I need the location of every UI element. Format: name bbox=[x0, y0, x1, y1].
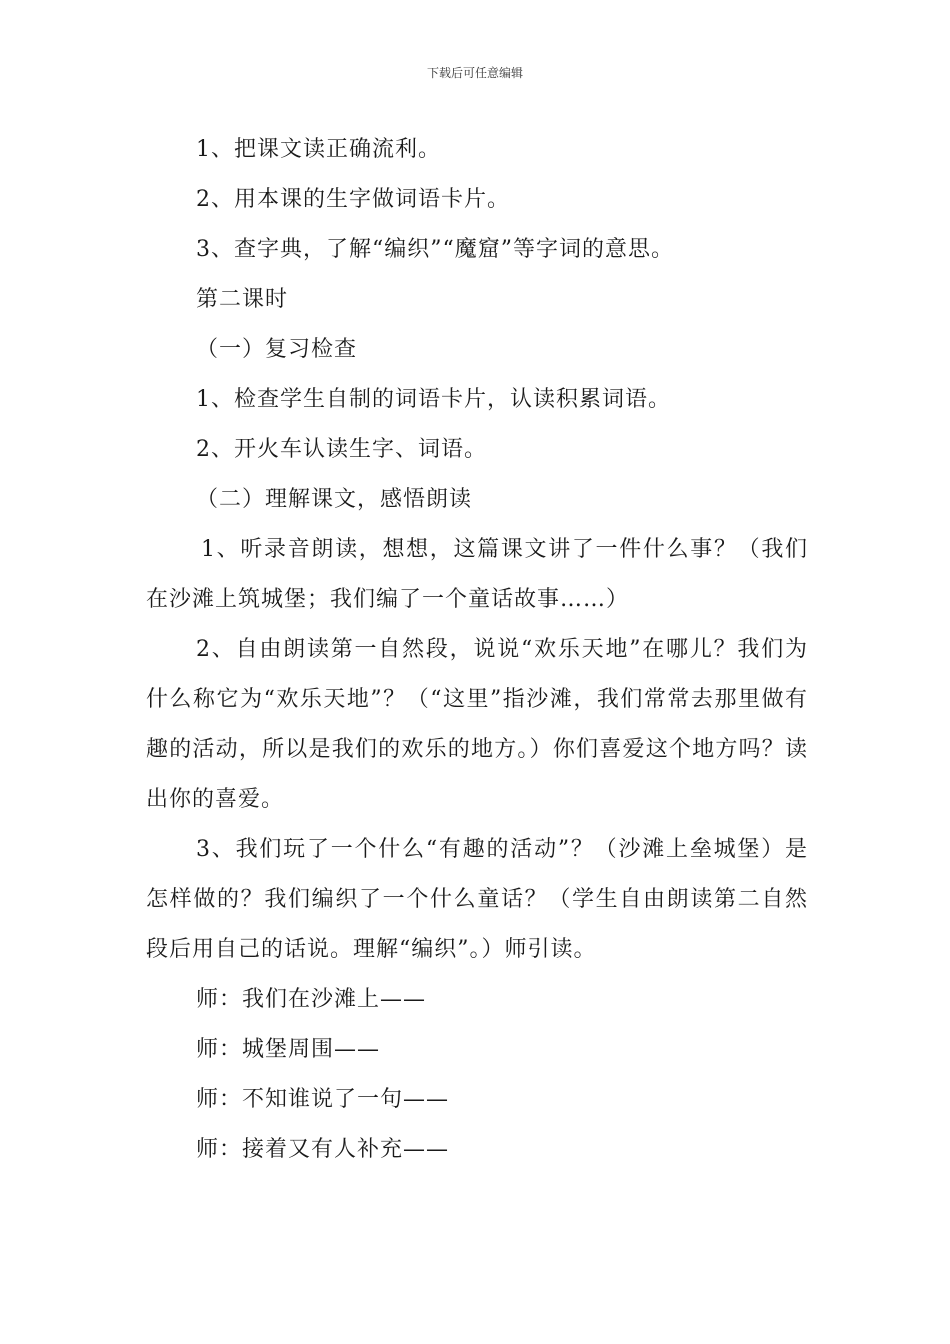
paragraph: 3、查字典，了解“编织”“魔窟”等字词的意思。 bbox=[196, 237, 674, 262]
subsection-heading: （二）理解课文，感悟朗读 bbox=[196, 487, 473, 512]
paragraph: 1、检查学生自制的词语卡片，认读积累词语。 bbox=[196, 387, 671, 412]
paragraph: 1、把课文读正确流利。 bbox=[196, 137, 441, 162]
paragraph: 3、我们玩了一个什么“有趣的活动”？（沙滩上垒城堡）是怎样做的？我们编织了一个什么童话？（学生自由朗读第二自然段后用自己的话说。理解“编织”。）师引读。 bbox=[146, 837, 808, 962]
subsection-heading: （一）复习检查 bbox=[196, 337, 358, 362]
section-heading: 第二课时 bbox=[196, 287, 289, 312]
dialogue-line: 师：城堡周围—— bbox=[196, 1037, 381, 1062]
paragraph: 1、听录音朗读，想想，这篇课文讲了一件什么事？（我们在沙滩上筑城堡；我们编了一个童话故事……） bbox=[146, 537, 808, 612]
dialogue-line: 师：接着又有人补充—— bbox=[196, 1137, 450, 1162]
paragraph: 2、用本课的生字做词语卡片。 bbox=[196, 187, 510, 212]
paragraph: 2、自由朗读第一自然段，说说“欢乐天地”在哪儿？我们为什么称它为“欢乐天地”？（“这里”指沙滩，我们常常去那里做有趣的活动，所以是我们的欢乐的地方。）你们喜爱这个地方吗？读出你的喜爱。 bbox=[146, 637, 808, 812]
paragraph: 2、开火车认读生字、词语。 bbox=[196, 437, 487, 462]
dialogue-line: 师：我们在沙滩上—— bbox=[196, 987, 427, 1012]
page-header: 下载后可任意编辑 bbox=[426, 66, 523, 80]
dialogue-line: 师：不知谁说了一句—— bbox=[196, 1087, 450, 1112]
document-body bbox=[146, 125, 808, 1175]
